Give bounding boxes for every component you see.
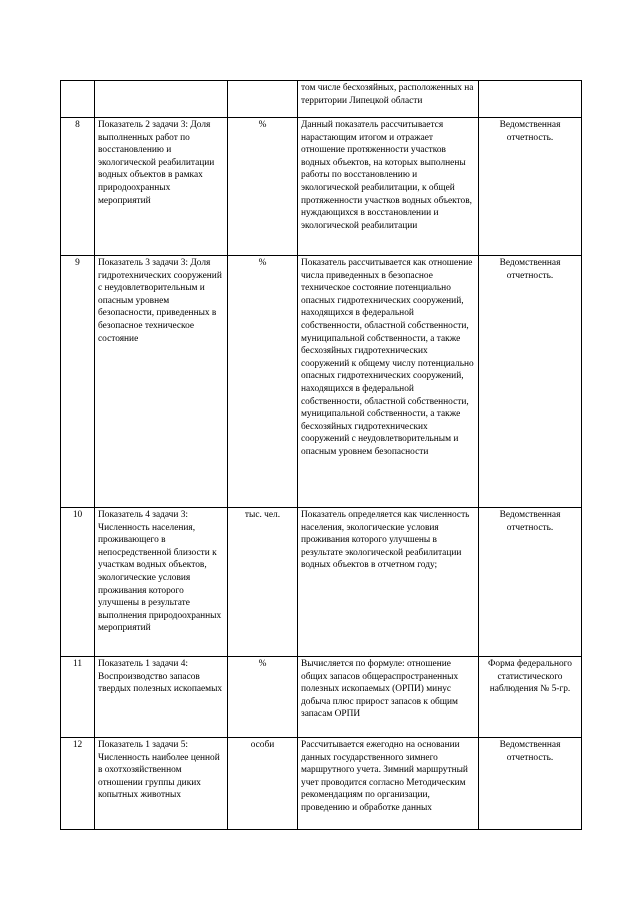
calculation-method: Рассчитывается ежегодно на основании данных государственного зимнего маршрутного учета. Зимний маршрутный учет проводится согласно Методическим рекомендациям по организации, проведению и обработке данных: [298, 738, 479, 830]
indicator-name: [95, 81, 228, 118]
data-source: Ведомственная отчетность.: [479, 256, 582, 508]
calculation-method: Показатель определяется как численность населения, экологические условия проживания которого улучшены в результате экологической реабилитации водных объектов в отчетном году;: [298, 508, 479, 657]
indicator-name: Показатель 1 задачи 4: Воспроизводство запасов твердых полезных ископаемых: [95, 657, 228, 738]
table-row: [61, 508, 582, 657]
indicator-name: Показатель 3 задачи 3: Доля гидротехнических сооружений с неудовлетворительным и опасным уровнем безопасности, приведенных в безопасное техническое состояние: [95, 256, 228, 508]
unit-of-measure: [228, 81, 298, 118]
data-source: Ведомственная отчетность.: [479, 118, 582, 256]
row-number: 12: [61, 738, 95, 830]
row-number: 11: [61, 657, 95, 738]
table-row: [61, 738, 582, 830]
data-source: Форма федерального статистического наблюдения № 5-гр.: [479, 657, 582, 738]
calculation-method: Вычисляется по формуле: отношение общих запасов общераспространенных полезных ископаемых (ОРПИ) минус добыча плюс прирост запасов к общим запасам ОРПИ: [298, 657, 479, 738]
unit-of-measure: %: [228, 256, 298, 508]
calculation-method: Данный показатель рассчитывается нарастающим итогом и отражает отношение протяженности участков водных объектов, на которых выполнены работы по восстановлению и экологической реабилитации, к общей протяженности участков водных объектов, нуждающихся в восстановлении и экологической реабилитации: [298, 118, 479, 256]
indicator-name: Показатель 4 задачи 3: Численность населения, проживающего в непосредственной близости к участкам водных объектов, экологические условия проживания которого улучшены в результате выполнения природоохранных мероприятий: [95, 508, 228, 657]
unit-of-measure: %: [228, 657, 298, 738]
row-number: [61, 81, 95, 118]
table-row: [61, 81, 582, 118]
unit-of-measure: %: [228, 118, 298, 256]
indicator-name: Показатель 1 задачи 5: Численность наиболее ценной в охотхозяйственном отношении группы диких копытных животных: [95, 738, 228, 830]
calculation-method: Показатель рассчитывается как отношение числа приведенных в безопасное техническое состояние потенциально опасных гидротехнических сооружений, находящихся в федеральной собственности, областной собственности, муниципальной собственности, а также бесхозяйных гидротехнических сооружений к общему числу потенциально опасных гидротехнических сооружений, находящихся в федеральной собственности, областной собственности, муниципальной собственности, а также бесхозяйных гидротехнических сооружений с неудовлетворительным и опасным уровнем безопасности: [298, 256, 479, 508]
table-row: [61, 118, 582, 256]
table-row: [61, 256, 582, 508]
calculation-method: том числе бесхозяйных, расположенных на территории Липецкой области: [298, 81, 479, 118]
table-row: [61, 657, 582, 738]
unit-of-measure: тыс. чел.: [228, 508, 298, 657]
indicators-table: [60, 80, 582, 830]
data-source: Ведомственная отчетность.: [479, 738, 582, 830]
row-number: 10: [61, 508, 95, 657]
row-number: 8: [61, 118, 95, 256]
row-number: 9: [61, 256, 95, 508]
data-source: [479, 81, 582, 118]
indicator-name: Показатель 2 задачи 3: Доля выполненных работ по восстановлению и экологической реабилитации водных объектов в рамках природоохранных мероприятий: [95, 118, 228, 256]
unit-of-measure: особи: [228, 738, 298, 830]
data-source: Ведомственная отчетность.: [479, 508, 582, 657]
